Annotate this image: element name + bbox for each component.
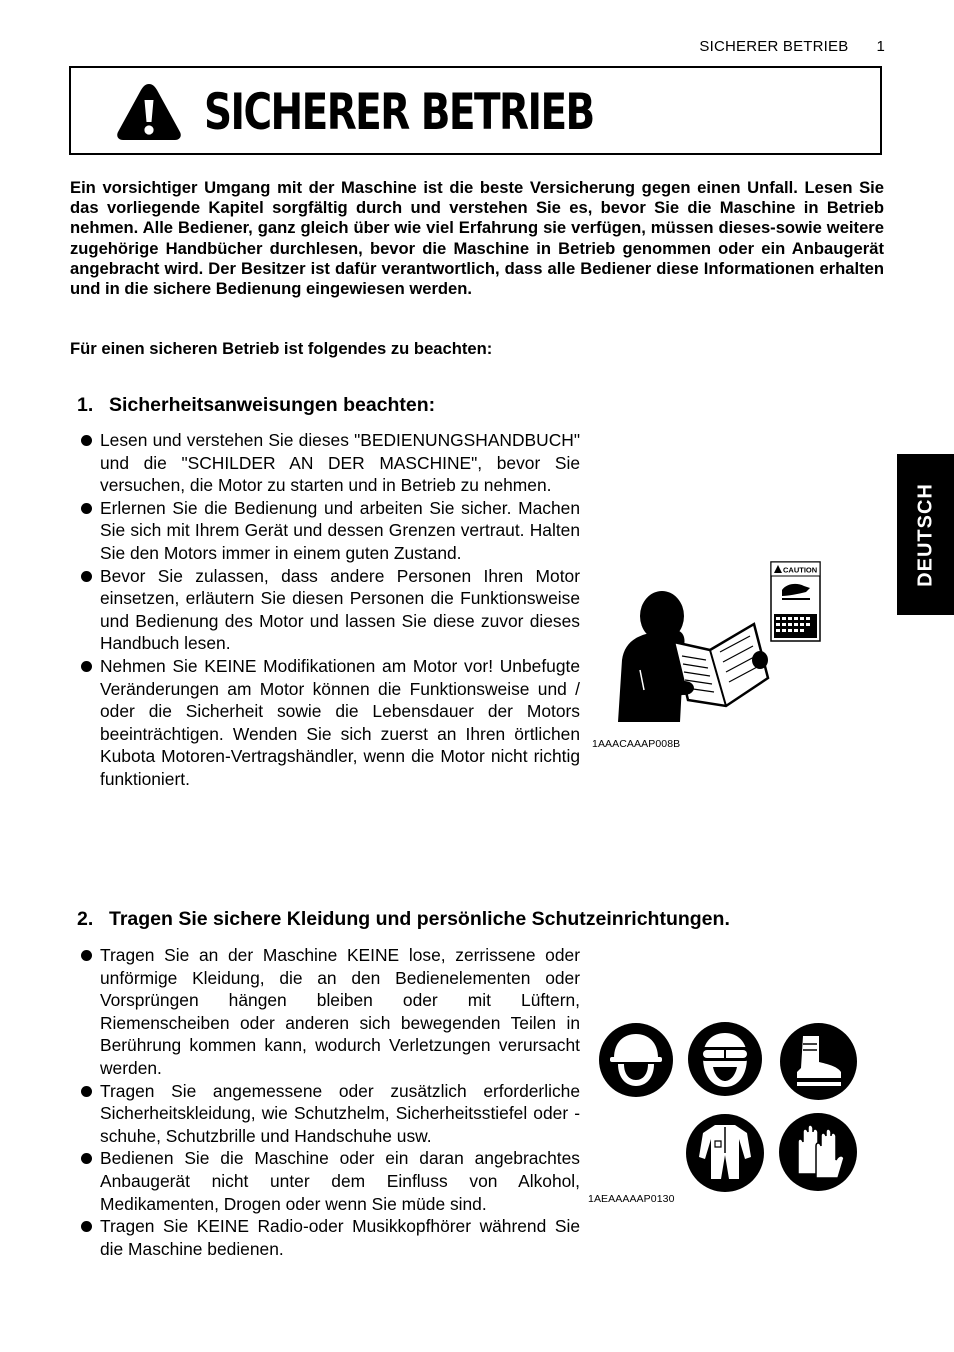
gloves-icon xyxy=(778,1112,858,1192)
safety-boot-icon xyxy=(779,1022,858,1101)
list-item: Tragen Sie angemessene oder zusätzlich erforderliche Sicherheitskleidung, wie Schutzhelm, Sicherheitsstiefel oder -schuhe, Schutzbrille und Handschuhe usw. xyxy=(80,1080,580,1148)
warning-triangle-icon xyxy=(115,82,183,142)
section-1-bullet-list xyxy=(80,429,580,791)
intro-lead: Für einen sicheren Betrieb ist folgendes zu beachten: xyxy=(70,339,493,358)
list-item: Bedienen Sie die Maschine oder ein daran angebrachtes Anbaugerät nicht unter dem Einfluss von Alkohol, Medikamenten, Drogen oder wenn Sie müde sind. xyxy=(80,1147,580,1215)
coverall-icon xyxy=(685,1113,765,1193)
section-2-bullet-list xyxy=(80,944,580,1260)
figure-2-caption: 1AEAAAAAP0130 xyxy=(588,1193,675,1205)
list-item: Tragen Sie an der Maschine KEINE lose, zerrissene oder unförmige Kleidung, die an den Bedienelementen oder Vorsprüngen hängen bleiben oder mit Lüftern, Riemenscheiben oder anderen sich bewegenden Teilen in Berührung kommen kann, wodurch Verletzungen verursacht werden. xyxy=(80,944,580,1080)
language-side-tab xyxy=(897,454,954,615)
list-item: Tragen Sie KEINE Radio-oder Musikkopfhörer während Sie die Maschine bedienen. xyxy=(80,1215,580,1260)
page-number: 1 xyxy=(876,38,885,55)
list-item: Lesen und verstehen Sie dieses "BEDIENUNGSHANDBUCH" und die "SCHILDER AN DER MASCHINE", bevor Sie versuchen, die Motor zu starten und in Betrieb zu nehmen. xyxy=(80,429,580,497)
caution-label xyxy=(771,562,820,641)
intro-paragraph: Ein vorsichtiger Umgang mit der Maschine ist die beste Versicherung gegen einen Unfall. Lesen Sie das vorliegende Kapitel sorgfältig durch und verstehen Sie es, bevor Sie die Maschine in Betrieb nehmen. Alle Bediener, ganz gleich über wie viel Erfahrung sie verfügen, müssen dieses-sowie weitere zugehörige Handbücher durchlesen, bevor die Maschine in Betrieb genommen oder ein Anbaugerät angebracht wird. Der Besitzer ist dafür verantwortlich, dass alle Bediener diese Informationen erhalten und in die sichere Bedienung eingewiesen werden. xyxy=(70,178,884,299)
chapter-title: SICHERER BETRIEB xyxy=(204,83,594,141)
person-reading-manual-icon xyxy=(600,560,830,730)
section-1-number: 1. xyxy=(77,394,94,416)
running-header xyxy=(600,38,885,55)
caution-label-text: CAUTION xyxy=(783,565,818,575)
section-2-number: 2. xyxy=(77,908,94,930)
chapter-title-box xyxy=(69,66,882,155)
section-2-heading xyxy=(77,907,730,931)
list-item: Erlernen Sie die Bedienung und arbeiten Sie sicher. Machen Sie sich mit Ihrem Gerät und dessen Grenzen vertraut. Halten Sie den Motors immer in einem guten Zustand. xyxy=(80,497,580,565)
hard-hat-icon xyxy=(598,1022,674,1098)
language-side-tab-label: DEUTSCH xyxy=(914,482,936,587)
section-1-title: Sicherheitsanweisungen beachten: xyxy=(109,394,436,416)
figure-1-caption: 1AAACAAAP008B xyxy=(592,738,681,750)
running-title: SICHERER BETRIEB xyxy=(699,38,849,55)
list-item: Bevor Sie zulassen, dass andere Personen Ihren Motor einsetzen, erläutern Sie diesen Personen die Funktionsweise und Bedienung des Motor und lassen Sie diese zuvor dieses Handbuch lesen. xyxy=(80,565,580,655)
safety-goggles-icon xyxy=(687,1021,763,1097)
section-1-heading xyxy=(77,393,435,417)
section-2-title: Tragen Sie sichere Kleidung und persönliche Schutzeinrichtungen. xyxy=(109,908,730,930)
list-item: Nehmen Sie KEINE Modifikationen am Motor vor! Unbefugte Veränderungen am Motor können die Funktionsweise und / oder die Sicherheit sowie die Lebensdauer der Motors beeinträchtigen. Wenden Sie sich zuerst an Ihren örtlichen Kubota Motoren-Vertragshändler, wenn die Motor nicht richtig funktioniert. xyxy=(80,655,580,791)
